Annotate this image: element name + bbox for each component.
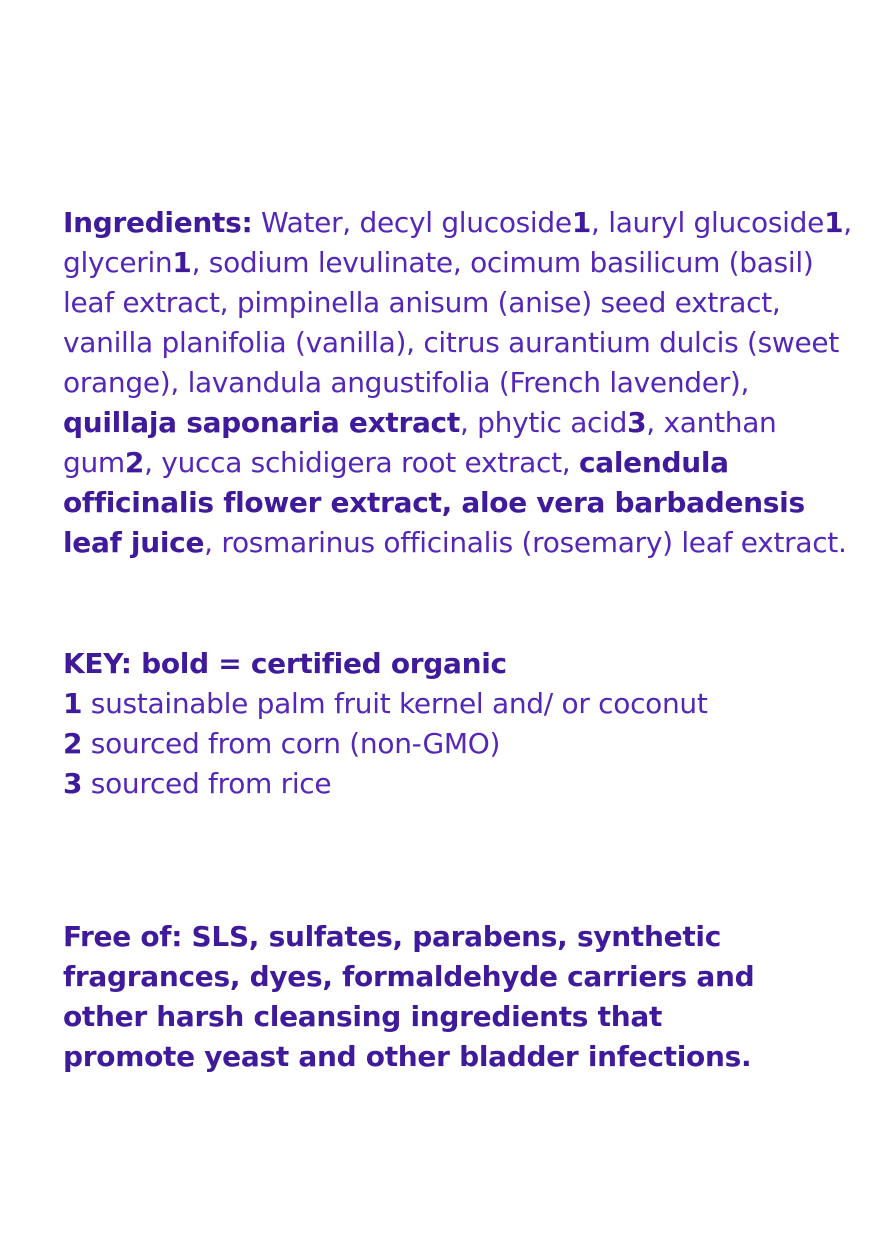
key-number: 3 — [63, 767, 83, 800]
key-text: sustainable palm fruit kernel and/ or coconut — [82, 687, 708, 720]
footnote-marker: 1 — [571, 206, 592, 239]
ingredients-paragraph — [63, 203, 853, 563]
ingredient-text: , glycerin — [63, 206, 852, 279]
ingredient-text: , sodium levulinate, ocimum basilicum (basil) leaf extract, pimpinella anisum (anise) seed extract, vanilla planifolia (vanilla), citrus aurantium dulcis (sweet orange), lavandula angustifolia (French lavender), — [63, 246, 840, 399]
footnote-marker: 1 — [824, 206, 844, 239]
key-number: 2 — [63, 727, 83, 760]
key-text: sourced from corn (non-GMO) — [82, 727, 501, 760]
key-heading-text: KEY: bold = certified organic — [63, 647, 507, 680]
ingredient-text: , xanthan gum — [63, 406, 777, 479]
organic-ingredient: calendula officinalis flower extract, aloe vera barbadensis leaf juice — [63, 446, 805, 559]
ingredient-text: , rosmarinus officinalis (rosemary) leaf extract. — [204, 526, 847, 559]
ingredients-label: Ingredients: — [63, 206, 253, 239]
footnote-marker: 3 — [627, 406, 647, 439]
ingredient-text: , phytic acid — [459, 406, 628, 439]
footnote-marker: 1 — [172, 246, 192, 279]
key-item — [63, 684, 853, 724]
key-item — [63, 724, 853, 764]
ingredient-text: Water, decyl glucoside — [252, 206, 572, 239]
footnote-marker: 2 — [124, 446, 145, 479]
key-heading — [63, 644, 853, 684]
key-text: sourced from rice — [82, 767, 332, 800]
key-section — [63, 644, 853, 804]
ingredient-text: , yucca schidigera root extract, — [144, 446, 579, 479]
key-item — [63, 764, 853, 804]
free-of-statement: Free of: SLS, sulfates, parabens, synthetic fragrances, dyes, formaldehyde carriers and other harsh cleansing ingredients that promote yeast and other bladder infections. — [63, 920, 755, 1073]
ingredient-text: , lauryl glucoside — [591, 206, 825, 239]
organic-ingredient: quillaja saponaria extract — [63, 406, 460, 439]
key-number: 1 — [63, 687, 83, 720]
